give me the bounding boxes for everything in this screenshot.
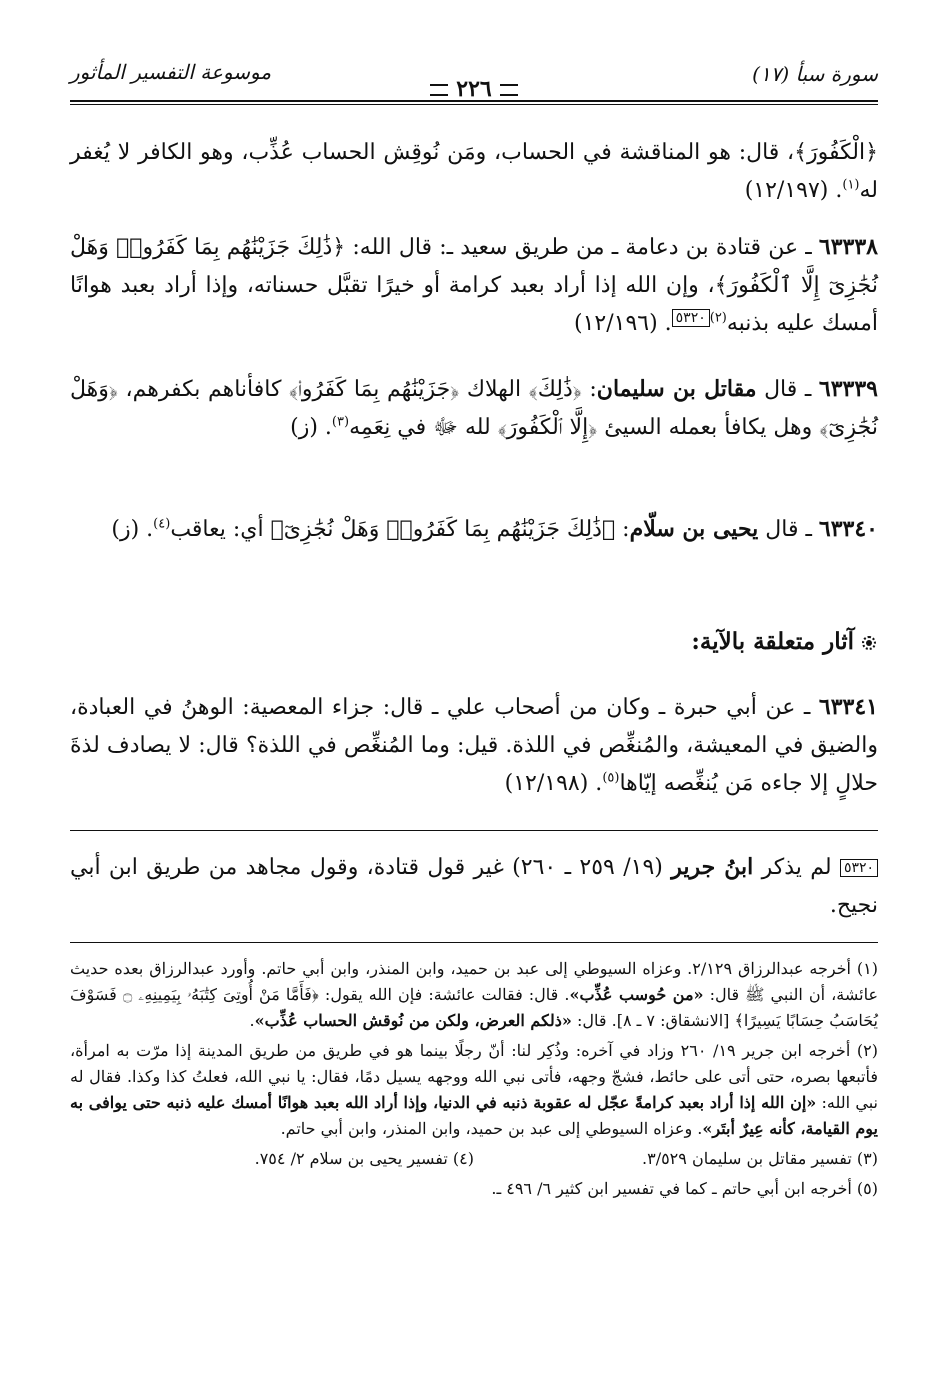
narration-63338: ٦٣٣٣٨ ـ عن قتادة بن دعامة ـ من طريق سعيد ـ: قال الله: ﴿ذَٰلِكَ جَزَيْنَٰهُم بِمَا كَفَرُوا۟ وَهَلْ نُجَٰزِىٓ إِلَّا ٱلْكَفُورَ﴾، وإن الله إذا أراد بعبد كرامة أو خيرًا تقبَّل حسناته، وإذا أراد بعبد هوانًا أمسك عليه بذنبه$^{(٢)}$٥٣٢٠. (١٢/١٩٦) bbox=[70, 234, 878, 336]
section-heading: آثار متعلقة بالآية: bbox=[691, 628, 878, 655]
narration-63339: ٦٣٣٣٩ ـ قال مقاتل بن سليمان: ﴿ذَٰلِكَ﴾ الهلاك ﴿جَزَيْنَٰهُم بِمَا كَفَرُوا۟﴾ كافأناهم بكفرهم، ﴿وَهَلْ نُجَٰزِىٓ﴾ وهل يكافأ بعمله السيئ ﴿إِلَّا ٱلْكَفُورَ﴾ لله ﷻ في نِعَمِه$^{(٣)}$. (ز) bbox=[70, 376, 878, 440]
page-header bbox=[70, 58, 878, 108]
narration-63340: ٦٣٣٤٠ ـ قال يحيى بن سلّام: ﴿ذَٰلِكَ جَزَيْنَٰهُم بِمَا كَفَرُوا۟ وَهَلْ نُجَٰزِىٓ﴾ أي: يعاقب$^{(٤)}$. (ز) bbox=[111, 516, 878, 542]
footnote-2: (٢) أخرجه ابن جرير ١٩/ ٢٦٠ وزاد في آخره: وذُكِر لنا: أنّ رجلًا بينما هو في طريق من طريق المدينة إذا مرّت به امرأة، فأتبعها بصره، حتى أتى على حائط، فشجّ وجهه، فأتى نبي الله ووجهه يسيل دمًا، فقال: يا نبي الله، فعلتُ كذا وكذا. فقال له نبي الله: «إن الله إذا أراد بعبد كرامةً عجّل له عقوبة ذنبه في الدنيا، وإذا أراد الله بعبد هوانًا أمسك عليه ذنبه حتى يوافى به يوم القيامة، كأنه عِيرٌ أبتَر». وعزاه السيوطي إلى عبد بن حميد، وابن المنذر، وابن أبي حاتم. bbox=[70, 1041, 878, 1138]
footnote-1: (١) أخرجه عبدالرزاق ٢/١٢٩. وعزاه السيوطي إلى عبد بن حميد، وابن المنذر، وابن أبي حاتم. وأورد عبدالرزاق بعده حديث عائشة، أن النبي ﷺ قال: «من حُوسب عُذِّب». قال: فقالت عائشة: فإن الله يقول: ﴿فَأَمَّا مَنْ أُوتِىَ كِتَٰبَهُۥ بِيَمِينِهِۦ ۝ فَسَوْفَ يُحَاسَبُ حِسَابًا يَسِيرًا﴾ [الانشقاق: ٧ ـ ٨]. قال: «ذلكم العرض، ولكن من نُوقش الحساب عُذِّب». bbox=[70, 959, 879, 1030]
note-marker-box: ٥٣٢٠ bbox=[840, 859, 878, 877]
note-marker-box: ٥٣٢٠ bbox=[672, 309, 710, 327]
editor-note: ٥٣٢٠ لم يذكر ابنُ جرير (١٩/ ٢٥٩ ـ ٢٦٠) غير قول قتادة، وقول مجاهد من طريق ابن أبي نجيح. bbox=[70, 854, 878, 918]
surah-title: سورة سبأ (١٧) bbox=[752, 62, 878, 86]
footnote-separator bbox=[70, 942, 878, 943]
footnote-3: (٣) تفسير مقاتل بن سليمان ٣/٥٢٩. bbox=[642, 1149, 878, 1168]
header-rule-thin bbox=[70, 104, 878, 105]
flower-icon bbox=[860, 634, 878, 652]
ornament-icon bbox=[430, 84, 448, 96]
narration-63341: ٦٣٣٤١ ـ عن أبي حبرة ـ وكان من أصحاب علي ـ قال: جزاء المعصية: الوهنُ في العبادة، والضيق في المعيشة، والمُنغِّص في اللذة. قيل: وما المُنغِّص في اللذة؟ قال: لا يصادف لذةَ حلالٍ إلا جاءه مَن يُنغِّصه إيّاها$^{(٥)}$. (١٢/١٩٨) bbox=[70, 694, 878, 796]
paragraph-continued: ﴿الْكَفُورَ﴾، قال: هو المناقشة في الحساب، ومَن نُوقِش الحساب عُذِّب، وهو الكافر لا يُغفر له$^{(١)}$. (١٢/١٩٧) bbox=[70, 140, 878, 203]
ornament-icon bbox=[500, 84, 518, 96]
header-rule bbox=[70, 100, 878, 102]
book-title: موسوعة التفسير المأثور bbox=[70, 60, 272, 84]
footnote-row-3-4 bbox=[70, 1146, 878, 1172]
footnote-4: (٤) تفسير يحيى بن سلام ٢/ ٧٥٤. bbox=[254, 1149, 474, 1168]
footnotes bbox=[70, 956, 878, 1206]
footnote-5: (٥) أخرجه ابن أبي حاتم ـ كما في تفسير ابن كثير ٦/ ٤٩٦ ـ. bbox=[491, 1179, 878, 1198]
note-separator bbox=[70, 830, 878, 831]
page-number: ٢٢٦ bbox=[456, 76, 492, 102]
